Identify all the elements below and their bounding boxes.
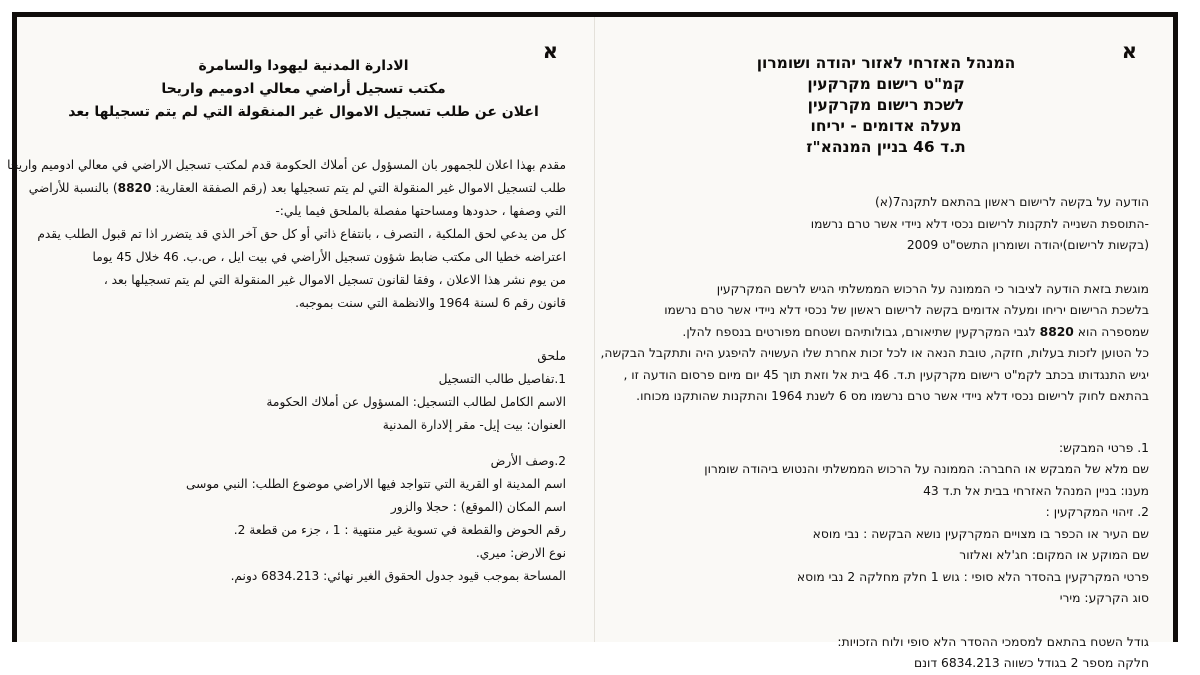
hebrew-subtitle-line-1: הודעה על בקשה לרישום ראשון בהתאם לתקנה7(א): [874, 195, 1149, 209]
hebrew-section-2: [623, 502, 1149, 610]
transaction-number: 8820: [117, 181, 152, 195]
hebrew-section-2-line-1: שם העיר או הכפר בו מצויים המקרקעין נושא הבקשה : נבי מוסא: [812, 526, 1149, 541]
arabic-section-2-title: 2.وصف الأرض: [490, 454, 566, 468]
hebrew-paragraph-line-2: בלשכת הרישום יריחו ומעלה אדומים בקשה לרישום ראשון של נכסי דלא ניידי אשר טרם נרשמו: [664, 303, 1149, 317]
hebrew-section-2-line-2: שם המוקע או המקום: חג'לא ואלזור: [959, 548, 1149, 562]
arabic-section-2: [41, 450, 566, 588]
arabic-paragraph-line-7: قانون رقم 6 لسنة 1964 والانظمة التي سنت بموجبه.: [295, 296, 566, 310]
arabic-section-2-line-5: المساحة بموجب قيود جدول الحقوق الغير نهائي: 6834.213 دونم.: [230, 569, 566, 583]
spacer: [623, 610, 1149, 632]
hebrew-section-1-line-1: שם מלא של המבקש או החברה: הממונה על הרכוש הממשלתי והנטוש ביהודה שומרון: [704, 462, 1149, 476]
hebrew-header-line-2: קמ"ט רישום מקרקעין: [807, 75, 965, 93]
hebrew-section-3-title: גודל השטח בהתאם למסמכי ההסדר הלא סופי ולוח הזכויות:: [837, 634, 1149, 649]
spacer: [623, 257, 1149, 279]
hebrew-section-1: [623, 438, 1149, 503]
hebrew-header-line-1: המנהל האזרחי לאזור יהודה ושומרון: [756, 54, 1016, 72]
arabic-section-1-line-1: الاسم الكامل لطالب التسجيل: المسؤول عن أملاك الحكومة: [266, 395, 566, 409]
arabic-column: [7, 17, 595, 642]
arabic-paragraph-line-2: طلب لتسجيل الاموال غير المنقولة التي لم يتم تسجيلها بعد (رقم الصفقة العقارية: 8820) بالنسبة للأراضي: [28, 181, 566, 195]
arabic-header-line-1: الادارة المدنية ليهودا والسامرة: [198, 58, 409, 74]
hebrew-subtitle: [623, 192, 1149, 257]
arabic-section-1-line-2: العنوان: بيت إيل- مقر إلادارة المدنية: [382, 418, 566, 432]
transaction-number: 8820: [1039, 324, 1074, 339]
arabic-paragraph-line-1: مقدم بهذا اعلان للجمهور بان المسؤول عن أملاك الحكومة قدم لمكتب تسجيل الاراضي في معالي ادوميم واريحا: [7, 158, 566, 172]
hebrew-header-line-3: לשכת רישום מקרקעין: [807, 96, 965, 114]
hebrew-paragraph-line-1: מוגשת בזאת הודעה לציבור כי הממונה על הרכוש הממשלתי הגיש לרשם המקרקעין: [716, 281, 1149, 296]
hebrew-section-3-line-1: חלקה מספר 2 בגודל כשווה 6834.213 דונם: [913, 656, 1149, 670]
arabic-section-1-title: 1.تفاصيل طالب التسجيل: [438, 372, 566, 386]
arabic-appendix: [41, 345, 566, 437]
hebrew-header: [623, 35, 1149, 158]
hebrew-section-3: [623, 632, 1149, 675]
arabic-page-marker: א: [542, 39, 558, 63]
arabic-header: [41, 35, 566, 124]
arabic-paragraph-line-5: اعتراضه خطيا الى مكتب ضابط شؤون تسجيل الأراضي في بيت ايل ، ص.ب. 46 خلال 45 يوما: [92, 250, 566, 264]
arabic-header-line-3: اعلان عن طلب تسجيل الاموال غير المنقولة التي لم يتم تسجيلها بعد: [68, 104, 539, 120]
hebrew-body: [600, 192, 1149, 675]
hebrew-header-line-4: מעלה אדומים - יריחו: [810, 117, 962, 135]
hebrew-section-2-line-3: פרטי המקרקעין בהסדר הלא סופי : גוש 1 חלק מחלקה 2 נבי מוסא: [796, 569, 1149, 584]
arabic-paragraph-line-4: كل من يدعي لحق الملكية ، التصرف ، بانتفاع ذاتي أو كل حق آخر الذي قد يتضرر اذا تم قبول الطلب يقدم: [37, 227, 566, 241]
arabic-header-line-2: مكتب تسجيل أراضي معالي ادوميم واريحا: [161, 81, 446, 97]
hebrew-subtitle-line-3: (בקשות לרישום)יהודה ושומרון התשס"ט 2009: [906, 238, 1149, 252]
hebrew-paragraph-line-3: שמספרה הוא 8820 לגבי המקרקעין שתיאורם, גבולותיהם ושטחם מפורטים בנספח להלן.: [682, 324, 1149, 339]
arabic-body: [7, 154, 566, 588]
hebrew-paragraph: [600, 279, 1149, 408]
arabic-section-2-line-4: نوع الارض: ميري.: [475, 546, 566, 560]
hebrew-column: [595, 17, 1173, 670]
spacer: [41, 437, 566, 450]
hebrew-header-line-5: ת.ד 46 בניין המנהא"ז: [806, 138, 966, 156]
hebrew-section-1-title: 1. פרטי המבקש:: [1059, 440, 1149, 455]
hebrew-section-2-title: 2. זיהוי המקרקעין :: [1045, 505, 1149, 519]
arabic-paragraph-line-3: التي وصفها ، حدودها ومساحتها مفصلة بالملحق فيما يلي:-: [275, 204, 566, 218]
arabic-paragraph-line-6: من يوم نشر هذا الاعلان ، وفقا لقانون تسجيل الاموال غير المنقولة التي لم يتم تسجيلها بعد ،: [103, 273, 566, 287]
hebrew-paragraph-line-5: יגיש התנגדותו בכתב לקמ"ט רישום מקרקעין ת.ד. 46 בית אל וזאת תוך 45 יום מיום פרסום הודעה זו ,: [623, 367, 1149, 382]
arabic-section-2-line-3: رقم الحوض والقطعة في تسوية غير منتهية : 1 ، جزء من قطعة 2.: [233, 523, 566, 537]
arabic-section-2-line-2: اسم المكان (الموقع) : حجلا والزور: [390, 500, 566, 514]
arabic-section-2-line-1: اسم المدينة او القرية التي تتواجد فيها الاراضي موضوع الطلب: النبي موسى: [186, 477, 566, 491]
bilingual-columns: [7, 17, 1173, 670]
hebrew-subtitle-line-2: -התוספת השנייה לתקנות לרישום נכסי דלא ניידי אשר טרם נרשמו: [810, 216, 1149, 231]
hebrew-section-2-line-4: סוג הקרקע: מירי: [1059, 591, 1149, 605]
document-page: [7, 12, 1178, 670]
arabic-paragraph: [7, 154, 566, 315]
arabic-appendix-title: ملحق: [537, 349, 566, 363]
spacer: [623, 408, 1149, 438]
hebrew-paragraph-line-4: כל הטוען לזכות בעלות, חזקה, טובת הנאה או לכל זכות אחרת שלו העשויה להיפגע היה ותתקבל הבקשה,: [600, 346, 1149, 360]
hebrew-paragraph-line-6: בהתאם לחוק לרישום נכסי דלא ניידי אשר טרם נרשמו מס 6 לשנת 1964 והתקנות שהותקנו מכוחו.: [636, 389, 1149, 403]
spacer: [41, 315, 566, 345]
hebrew-page-marker: א: [1121, 39, 1137, 63]
hebrew-section-1-line-2: מענו: בניין המנהל האזרחי בבית אל ת.ד 43: [923, 483, 1149, 498]
